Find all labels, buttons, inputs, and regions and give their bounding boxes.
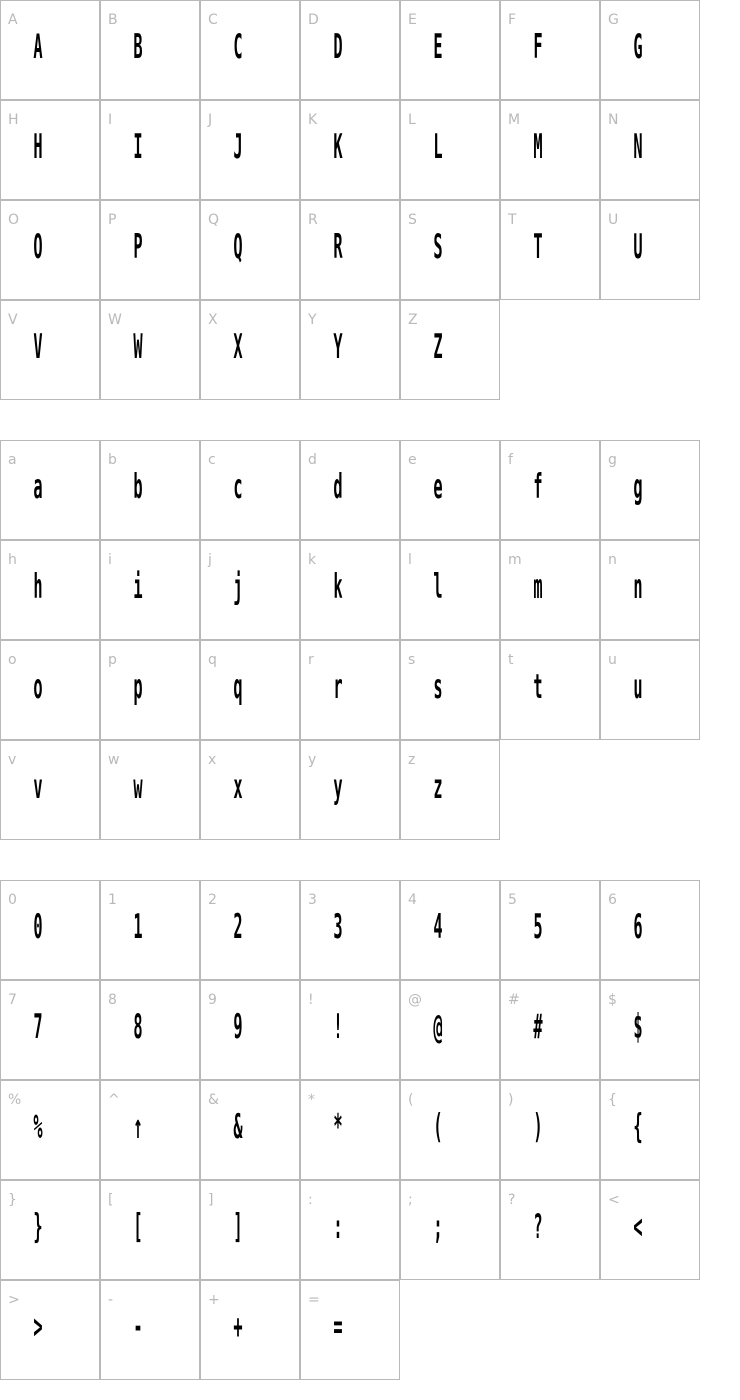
char-label: a — [8, 452, 17, 468]
char-glyph: e — [433, 467, 443, 507]
char-label: > — [8, 1292, 20, 1308]
char-label: 1 — [108, 892, 117, 908]
char-label: p — [108, 652, 117, 668]
char-label: Q — [208, 212, 220, 228]
char-label: ] — [208, 1192, 214, 1208]
char-glyph: M — [533, 127, 543, 167]
char-label: [ — [108, 1192, 114, 1208]
grid-row — [0, 1180, 700, 1280]
char-label: Z — [408, 312, 418, 328]
char-glyph: 9 — [233, 1007, 243, 1047]
grid-row — [0, 440, 700, 540]
char-label: 8 — [108, 992, 117, 1008]
char-cell — [0, 980, 100, 1080]
char-glyph: - — [133, 1307, 143, 1347]
char-glyph: W — [133, 327, 143, 367]
char-label: % — [8, 1092, 22, 1108]
char-label: c — [208, 452, 216, 468]
char-cell — [0, 1180, 100, 1280]
char-cell — [300, 200, 400, 300]
char-cell — [600, 1080, 700, 1180]
symbols-grid — [0, 880, 700, 1380]
char-label: m — [508, 552, 522, 568]
char-label: g — [608, 452, 617, 468]
char-label: j — [208, 552, 212, 568]
char-glyph: s — [433, 667, 443, 707]
char-glyph: > — [33, 1307, 43, 1347]
char-glyph: i — [133, 567, 143, 607]
char-glyph: o — [33, 667, 43, 707]
char-glyph: & — [233, 1107, 243, 1147]
char-glyph: V — [33, 327, 43, 367]
char-glyph: U — [633, 227, 643, 267]
char-label: 0 — [8, 892, 17, 908]
char-cell — [200, 880, 300, 980]
char-cell — [100, 100, 200, 200]
char-label: J — [208, 112, 213, 128]
char-cell — [400, 540, 500, 640]
char-glyph: ↑ — [133, 1107, 143, 1147]
char-glyph: a — [33, 467, 43, 507]
char-cell — [500, 1180, 600, 1280]
char-glyph: @ — [433, 1007, 443, 1047]
char-glyph: + — [233, 1307, 243, 1347]
char-cell — [300, 740, 400, 840]
char-label: q — [208, 652, 217, 668]
char-cell — [200, 1280, 300, 1380]
char-cell — [600, 880, 700, 980]
char-cell — [200, 440, 300, 540]
char-cell — [600, 200, 700, 300]
char-cell — [200, 1180, 300, 1280]
char-glyph: E — [433, 27, 443, 67]
char-label: 5 — [508, 892, 517, 908]
char-cell — [0, 880, 100, 980]
char-glyph: m — [533, 567, 543, 607]
char-glyph: % — [33, 1107, 43, 1147]
char-cell — [500, 540, 600, 640]
char-glyph: R — [333, 227, 343, 267]
char-label: s — [408, 652, 416, 668]
char-label: S — [408, 212, 417, 228]
char-cell — [600, 0, 700, 100]
char-label: n — [608, 552, 617, 568]
lowercase-grid — [0, 440, 700, 840]
grid-row — [0, 980, 700, 1080]
char-label: ( — [408, 1092, 414, 1108]
char-label: M — [508, 112, 521, 128]
char-label: e — [408, 452, 417, 468]
char-cell — [0, 200, 100, 300]
char-cell — [300, 640, 400, 740]
char-cell — [200, 0, 300, 100]
char-label: 9 — [208, 992, 217, 1008]
char-label: X — [208, 312, 218, 328]
char-label: V — [8, 312, 18, 328]
grid-row — [0, 100, 700, 200]
char-glyph: 5 — [533, 907, 543, 947]
char-cell — [100, 880, 200, 980]
char-cell — [300, 880, 400, 980]
char-cell — [200, 640, 300, 740]
char-glyph: : — [333, 1207, 343, 1247]
char-label: h — [8, 552, 17, 568]
char-label: K — [308, 112, 318, 128]
char-label: + — [208, 1292, 220, 1308]
char-label: T — [508, 212, 517, 228]
char-cell — [600, 440, 700, 540]
char-glyph: $ — [633, 1007, 643, 1047]
char-label: : — [308, 1192, 313, 1208]
char-cell — [400, 880, 500, 980]
char-label: i — [108, 552, 112, 568]
char-label: z — [408, 752, 416, 768]
char-label: L — [408, 112, 416, 128]
char-cell — [400, 980, 500, 1080]
char-glyph: u — [633, 667, 643, 707]
char-cell — [200, 980, 300, 1080]
char-cell — [500, 640, 600, 740]
char-label: u — [608, 652, 617, 668]
grid-row — [0, 1080, 700, 1180]
char-label: G — [608, 12, 619, 28]
char-glyph: 7 — [33, 1007, 43, 1047]
uppercase-grid — [0, 0, 700, 400]
char-cell — [300, 1180, 400, 1280]
char-cell — [100, 300, 200, 400]
char-label: & — [208, 1092, 219, 1108]
char-cell — [600, 980, 700, 1080]
char-glyph: F — [533, 27, 543, 67]
char-glyph: ( — [433, 1107, 443, 1147]
char-glyph: 2 — [233, 907, 243, 947]
char-glyph: P — [133, 227, 143, 267]
char-glyph: h — [33, 567, 43, 607]
char-label: k — [308, 552, 317, 568]
char-label: v — [8, 752, 17, 768]
char-glyph: ] — [233, 1207, 243, 1247]
char-glyph: 0 — [33, 907, 43, 947]
grid-row — [0, 0, 700, 100]
char-label: # — [508, 992, 520, 1008]
char-glyph: j — [233, 567, 243, 607]
char-label: ? — [508, 1192, 516, 1208]
char-glyph: v — [33, 767, 43, 807]
char-cell — [600, 1180, 700, 1280]
char-label: N — [608, 112, 619, 128]
char-cell — [200, 100, 300, 200]
grid-row — [0, 1280, 700, 1380]
char-cell — [500, 980, 600, 1080]
char-label: 6 — [608, 892, 617, 908]
char-glyph: J — [233, 127, 243, 167]
char-cell — [300, 300, 400, 400]
char-glyph: T — [533, 227, 543, 267]
char-glyph: D — [333, 27, 343, 67]
char-label: ) — [508, 1092, 514, 1108]
char-label: d — [308, 452, 317, 468]
char-cell — [200, 540, 300, 640]
char-cell — [100, 740, 200, 840]
char-glyph: A — [33, 27, 43, 67]
char-label: b — [108, 452, 117, 468]
char-label: E — [408, 12, 417, 28]
char-label: R — [308, 212, 318, 228]
grid-row — [0, 740, 700, 840]
char-cell — [200, 740, 300, 840]
char-label: U — [608, 212, 619, 228]
grid-row — [0, 880, 700, 980]
char-glyph: c — [233, 467, 243, 507]
char-cell — [400, 1080, 500, 1180]
char-glyph: [ — [133, 1207, 143, 1247]
char-cell — [0, 0, 100, 100]
char-cell — [100, 0, 200, 100]
char-cell — [600, 540, 700, 640]
char-label: 2 — [208, 892, 217, 908]
char-glyph: r — [333, 667, 343, 707]
char-glyph: H — [33, 127, 43, 167]
char-label: < — [608, 1192, 620, 1208]
char-glyph: 6 — [633, 907, 643, 947]
char-label: H — [8, 112, 19, 128]
char-label: o — [8, 652, 17, 668]
char-glyph: n — [633, 567, 643, 607]
char-cell — [200, 200, 300, 300]
char-glyph: d — [333, 467, 343, 507]
char-label: P — [108, 212, 117, 228]
char-label: @ — [408, 992, 422, 1008]
char-cell — [500, 1080, 600, 1180]
char-glyph: ; — [433, 1207, 443, 1247]
char-glyph: f — [533, 467, 543, 507]
char-cell — [100, 1280, 200, 1380]
char-cell — [0, 740, 100, 840]
char-label: r — [308, 652, 314, 668]
char-cell — [100, 980, 200, 1080]
char-label: f — [508, 452, 513, 468]
char-cell — [500, 440, 600, 540]
grid-row — [0, 540, 700, 640]
char-glyph: K — [333, 127, 343, 167]
char-cell — [100, 540, 200, 640]
char-cell — [500, 0, 600, 100]
char-glyph: ! — [333, 1007, 343, 1047]
grid-row — [0, 300, 700, 400]
char-cell — [100, 1180, 200, 1280]
char-label: 4 — [408, 892, 417, 908]
char-cell — [400, 1180, 500, 1280]
char-cell — [300, 1080, 400, 1180]
char-glyph: < — [633, 1207, 643, 1247]
char-label: W — [108, 312, 122, 328]
char-label: Y — [308, 312, 317, 328]
char-glyph: p — [133, 667, 143, 707]
char-cell — [100, 200, 200, 300]
char-glyph: 1 — [133, 907, 143, 947]
char-glyph: O — [33, 227, 43, 267]
char-cell — [100, 440, 200, 540]
char-label: l — [408, 552, 412, 568]
char-cell — [400, 0, 500, 100]
char-glyph: Z — [433, 327, 443, 367]
char-cell — [500, 200, 600, 300]
char-cell — [400, 740, 500, 840]
char-cell — [200, 1080, 300, 1180]
char-cell — [500, 100, 600, 200]
char-glyph: 3 — [333, 907, 343, 947]
char-cell — [400, 440, 500, 540]
char-glyph: * — [333, 1107, 343, 1147]
grid-row — [0, 200, 700, 300]
char-label: y — [308, 752, 317, 768]
char-glyph: { — [633, 1107, 643, 1147]
char-cell — [300, 980, 400, 1080]
char-cell — [400, 100, 500, 200]
char-glyph: I — [133, 127, 143, 167]
char-label: } — [8, 1192, 17, 1208]
char-label: - — [108, 1292, 114, 1308]
char-cell — [400, 300, 500, 400]
char-glyph: k — [333, 567, 343, 607]
char-cell — [0, 300, 100, 400]
char-glyph: g — [633, 467, 643, 507]
char-cell — [600, 640, 700, 740]
char-cell — [0, 1080, 100, 1180]
char-glyph: S — [433, 227, 443, 267]
char-label: x — [208, 752, 217, 768]
char-label: { — [608, 1092, 617, 1108]
char-glyph: B — [133, 27, 143, 67]
char-glyph: y — [333, 767, 343, 807]
char-label: 3 — [308, 892, 317, 908]
char-glyph: b — [133, 467, 143, 507]
char-cell — [100, 1080, 200, 1180]
char-glyph: 4 — [433, 907, 443, 947]
grid-row — [0, 640, 700, 740]
char-glyph: Y — [333, 327, 343, 367]
char-cell — [0, 540, 100, 640]
char-label: A — [8, 12, 18, 28]
char-cell — [400, 200, 500, 300]
char-label: t — [508, 652, 514, 668]
char-label: ; — [408, 1192, 413, 1208]
char-label: B — [108, 12, 118, 28]
char-label: D — [308, 12, 319, 28]
char-glyph: Q — [233, 227, 243, 267]
char-cell — [300, 0, 400, 100]
char-cell — [0, 640, 100, 740]
char-cell — [500, 880, 600, 980]
char-label: $ — [608, 992, 617, 1008]
char-glyph: t — [533, 667, 543, 707]
char-glyph: C — [233, 27, 243, 67]
char-label: w — [108, 752, 120, 768]
char-glyph: x — [233, 767, 243, 807]
char-glyph: ) — [533, 1107, 543, 1147]
char-glyph: X — [233, 327, 243, 367]
char-label: F — [508, 12, 517, 28]
char-cell — [300, 1280, 400, 1380]
char-label: I — [108, 112, 113, 128]
char-cell — [400, 640, 500, 740]
char-glyph: q — [233, 667, 243, 707]
char-glyph: = — [333, 1307, 343, 1347]
char-glyph: ? — [533, 1207, 543, 1247]
char-glyph: } — [33, 1207, 43, 1247]
char-label: O — [8, 212, 20, 228]
char-cell — [200, 300, 300, 400]
char-cell — [300, 440, 400, 540]
char-glyph: w — [133, 767, 143, 807]
char-glyph: L — [433, 127, 443, 167]
char-label: ! — [308, 992, 314, 1008]
char-cell — [100, 640, 200, 740]
char-glyph: l — [433, 567, 443, 607]
char-glyph: 8 — [133, 1007, 143, 1047]
char-glyph: # — [533, 1007, 543, 1047]
char-cell — [600, 100, 700, 200]
char-label: ^ — [108, 1092, 120, 1108]
char-cell — [300, 540, 400, 640]
char-label: C — [208, 12, 218, 28]
char-glyph: G — [633, 27, 643, 67]
char-glyph: z — [433, 767, 443, 807]
char-cell — [300, 100, 400, 200]
char-label: 7 — [8, 992, 17, 1008]
char-cell — [0, 100, 100, 200]
char-cell — [0, 440, 100, 540]
char-cell — [0, 1280, 100, 1380]
char-label: = — [308, 1292, 320, 1308]
char-label: * — [308, 1092, 315, 1108]
char-glyph: N — [633, 127, 643, 167]
